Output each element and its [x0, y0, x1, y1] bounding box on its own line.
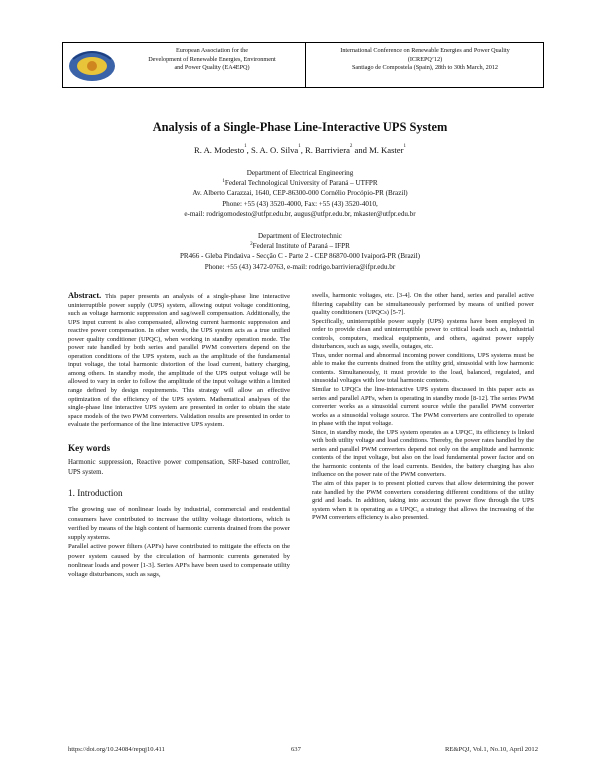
paragraph: The aim of this paper is to present plotted curves that allow determining the power rate handled by the PWM converters considering different conditions of the utility grid and loads. In addition, taking into account the power flow through the UPS system when it is operating as a UPQC, a strategy that allows the increasing of the PWM converters efficiency is also presented. — [312, 480, 534, 522]
paragraph: Since, in standby mode, the UPS system operates as a UPQC, its efficiency is linked with both utility voltage and load conditions. Thereby, the power rates handled by the series and parallel PWM converters depend not only on the amplitude and harmonic contents of the input voltage, but also on the load fundamental power factor and on the harmonic contents of the load currents. Besides, the battery charging has also influence on the power rate of the PWM converters. — [312, 428, 534, 479]
affiliation-institution — [0, 178, 600, 188]
abstract — [68, 292, 290, 430]
page-number: 637 — [291, 746, 301, 753]
section-heading-introduction: 1. Introduction — [68, 487, 123, 498]
paragraph: Specifically, uninterruptible power supply (UPS) systems have been employed in order to provide clean and uninterruptible power to critical loads such as, industrial controls, computers, medical equipments, and others, against power supply disturbances, such as sags, swells, outages, etc. — [312, 317, 534, 351]
affiliation-address: Av. Alberto Carazzai, 1640, CEP-86300-000 Cornélio Procópio-PR (Brazil) — [192, 189, 408, 198]
affiliation-phone: Phone: +55 (43) 3472-0763, e-mail: rodrigo.barriviera@ifpr.edu.br — [204, 262, 396, 271]
paragraph: Similar to UPQCs the line-interactive UPS system discussed in this paper acts as series and parallel APFs, when is operating in standby mode [8-12]. The series PWM converter works as a sinusoidal current source while the parallel PWM converter works as a sinusoidal voltage source. The PWM converters are controlled to operate in phase with the input voltage. — [312, 386, 534, 428]
paragraph: The growing use of nonlinear loads by industrial, commercial and residential consumers have contributed to increase the utility voltage distortions, which is verified by means of the high content of harmonic currents drained from the power supply systems. — [68, 506, 290, 541]
affiliation-mark: 1 — [222, 179, 225, 185]
affiliation-mark: 1 — [244, 144, 247, 149]
affiliation-1 — [0, 168, 600, 219]
conf-line: Santiago de Compostela (Spain), 28th to 30th March, 2012 — [351, 64, 499, 72]
keywords-heading: Key words — [68, 442, 111, 453]
affiliation-department: Department of Electrotechnic — [258, 232, 342, 240]
institution-name: Federal Technological University of Paraná – UTFPR — [224, 179, 378, 188]
affiliation-address: PR466 - Gleba Pindaúva - Secção C - Parte 2 - CEP 86870-000 Ivaiporã-PR (Brazil) — [179, 252, 421, 261]
org-line: European Association for the — [176, 47, 248, 54]
introduction-body — [68, 505, 290, 579]
ea4epq-logo-icon — [67, 47, 117, 83]
affiliation-institution — [0, 241, 600, 251]
journal-citation: RE&PQJ, Vol.1, No.10, April 2012 — [445, 746, 538, 753]
conf-line: (ICREPQ’12) — [407, 55, 443, 63]
affiliation-mark: 1 — [403, 144, 406, 149]
org-line: and Power Quality (EA4EPQ) — [174, 64, 250, 72]
org-line: Development of Renewable Energies, Environment — [148, 55, 276, 63]
affiliation-department: Department of Electrical Engineering — [246, 169, 354, 177]
abstract-text: This paper presents an analysis of a single-phase line interactive uninterruptible power supply (UPS) system, allowing output voltage conditioning, such as voltage harmonic suppression and sag/swell compensation. Additionally, the UPS input current is also compensated, allowing current harmonic suppression and reactive power compensation. In other words, the UPS system acts as a true unified power quality conditioner (UPQC), when working in standby operation mode. The power rate handled by both series and parallel PWM converters depend on the operation conditions of the UPS system, such as the amplitude of the fundamental input voltage, the total harmonic distortion of the load current, battery charging, among others. In standby mode, the amplitude of the UPS output voltage will be allowed to vary in order to follow the amplitude of the input voltage within a limited range defined by design requirements. This strategy will allow an effective optimization of the efficiency of the UPS system. Mathematical analyses of the single-phase line interactive UPS system are presented in order to obtain the state space models of the two PWM converters. Validation results are presented in order to evaluate the performance of the line interactive UPS system. — [68, 293, 290, 429]
affiliation-mark: 2 — [250, 242, 253, 248]
affiliation-mark: 2 — [349, 144, 353, 149]
doi-link[interactable]: https://doi.org/10.24084/repqj10.411 — [68, 746, 165, 753]
author-list — [0, 145, 600, 155]
affiliation-email: e-mail: rodrigomodesto@utfpr.edu.br, augus@utfpr.edu.br, mkaster@utfpr.edu.br — [184, 209, 416, 218]
author-name: R. A. Modesto — [194, 145, 245, 155]
right-column — [312, 292, 534, 523]
author-name: , R. Barriviera — [300, 145, 350, 155]
left-column — [68, 292, 290, 579]
paragraph: swells, harmonic voltages, etc. [3-4]. On the other hand, series and parallel active filtering capability can be simultaneously performed by means of unified power quality conditioners (UPQCs) [5-7]. — [312, 292, 534, 317]
keywords-text: Harmonic suppression, Reactive power compensation, SRF-based controller, UPS system. — [68, 459, 290, 476]
abstract-heading: Abstract. — [68, 291, 102, 300]
affiliation-mark: 1 — [298, 144, 301, 149]
conference-info — [309, 47, 541, 73]
affiliation-phone: Phone: +55 (43) 3520-4000, Fax: +55 (43) 3520-4010, — [222, 199, 378, 208]
paragraph: Thus, under normal and abnormal incoming power conditions, UPS systems must be able to make the currents drained from the utility grid, sinusoidal with low harmonic contents. Simultaneously, it must provide to the load, balanced, regulated, and sinusoidal voltages with low total harmonic contents. — [312, 351, 534, 385]
author-name: , S. A. O. Silva — [246, 145, 299, 155]
institution-name: Federal Institute of Paraná – IFPR — [252, 242, 350, 251]
conference-header — [62, 42, 544, 88]
affiliation-2 — [0, 231, 600, 272]
paper-title: Analysis of a Single-Phase Line-Interactive UPS System — [152, 120, 448, 134]
conf-line: International Conference on Renewable Energies and Power Quality — [340, 47, 510, 54]
author-name: and M. Kaster — [352, 145, 404, 155]
paragraph: Parallel active power filters (APFs) have contributed to mitigate the effects on the power system caused by the circulation of harmonic currents generated by nonlinear loads and power [1-3]. Series APFs have been used to compensate utility voltage disturbances, such as sags, — [68, 543, 290, 578]
header-divider — [305, 43, 306, 87]
organization-name — [121, 47, 303, 73]
